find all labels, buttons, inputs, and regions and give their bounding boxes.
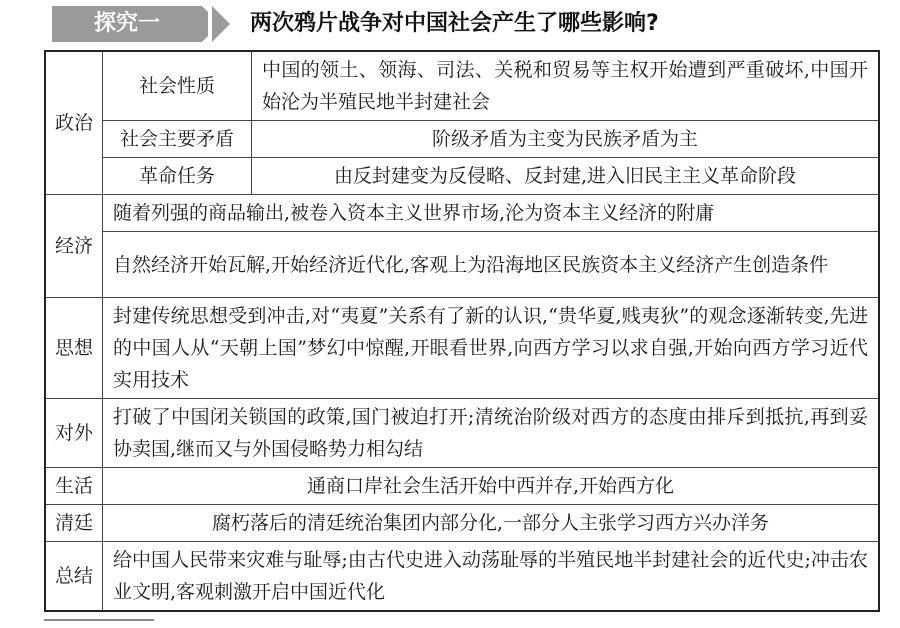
category-life: 生活 — [45, 468, 103, 505]
sub-label-revolution-task: 革命任务 — [103, 158, 252, 195]
impact-table — [44, 50, 880, 612]
category-thought: 思想 — [45, 298, 103, 399]
cell-revolution-task: 由反封建变为反侵略、反封建,进入旧民主主义革命阶段 — [252, 158, 880, 195]
section-header — [52, 6, 892, 42]
table-row — [45, 298, 879, 399]
section-badge: 探究一 — [52, 6, 202, 42]
category-summary: 总结 — [45, 542, 103, 612]
cell-social-nature: 中国的领土、领海、司法、关税和贸易等主权开始遭到严重破坏,中国开始沦为半殖民地半封建社会 — [252, 51, 880, 121]
badge-arrow-outer — [212, 6, 230, 42]
table-row — [45, 468, 879, 505]
table-row — [45, 51, 879, 121]
cell-economy-2: 自然经济开始瓦解,开始经济近代化,客观上为沿海地区民族资本主义经济产生创造条件 — [103, 232, 880, 298]
footer-divider — [44, 619, 154, 621]
category-politics: 政治 — [45, 51, 103, 195]
cell-life: 通商口岸社会生活开始中西并存,开始西方化 — [103, 468, 880, 505]
cell-thought: 封建传统思想受到冲击,对“夷夏”关系有了新的认识,“贵华夏,贱夷狄”的观念逐渐转变,先进的中国人从“天朝上国”梦幻中惊醒,开眼看世界,向西方学习以求自强,开始向西方学习近代实用技术 — [103, 298, 880, 399]
cell-summary: 给中国人民带来灾难与耻辱;由古代史进入动荡耻辱的半殖民地半封建社会的近代史;冲击农业文明,客观刺激开启中国近代化 — [103, 542, 880, 612]
cell-foreign: 打破了中国闭关锁国的政策,国门被迫打开;清统治阶级对西方的态度由排斥到抵抗,再到妥协卖国,继而又与外国侵略势力相勾结 — [103, 399, 880, 468]
table-row — [45, 399, 879, 468]
table-row — [45, 158, 879, 195]
category-qing: 清廷 — [45, 505, 103, 542]
cell-qing: 腐朽落后的清廷统治集团内部分化,一部分人主张学习西方兴办洋务 — [103, 505, 880, 542]
section-title: 两次鸦片战争对中国社会产生了哪些影响? — [250, 11, 659, 36]
sub-label-social-nature: 社会性质 — [103, 51, 252, 121]
table-row — [45, 542, 879, 612]
table-row — [45, 195, 879, 232]
table-row — [45, 505, 879, 542]
category-foreign: 对外 — [45, 399, 103, 468]
cell-economy-1: 随着列强的商品输出,被卷入资本主义世界市场,沦为资本主义经济的附庸 — [103, 195, 880, 232]
table-row — [45, 121, 879, 158]
sub-label-main-contradiction: 社会主要矛盾 — [103, 121, 252, 158]
category-economy: 经济 — [45, 195, 103, 298]
table-row — [45, 232, 879, 298]
cell-main-contradiction: 阶级矛盾为主变为民族矛盾为主 — [252, 121, 880, 158]
